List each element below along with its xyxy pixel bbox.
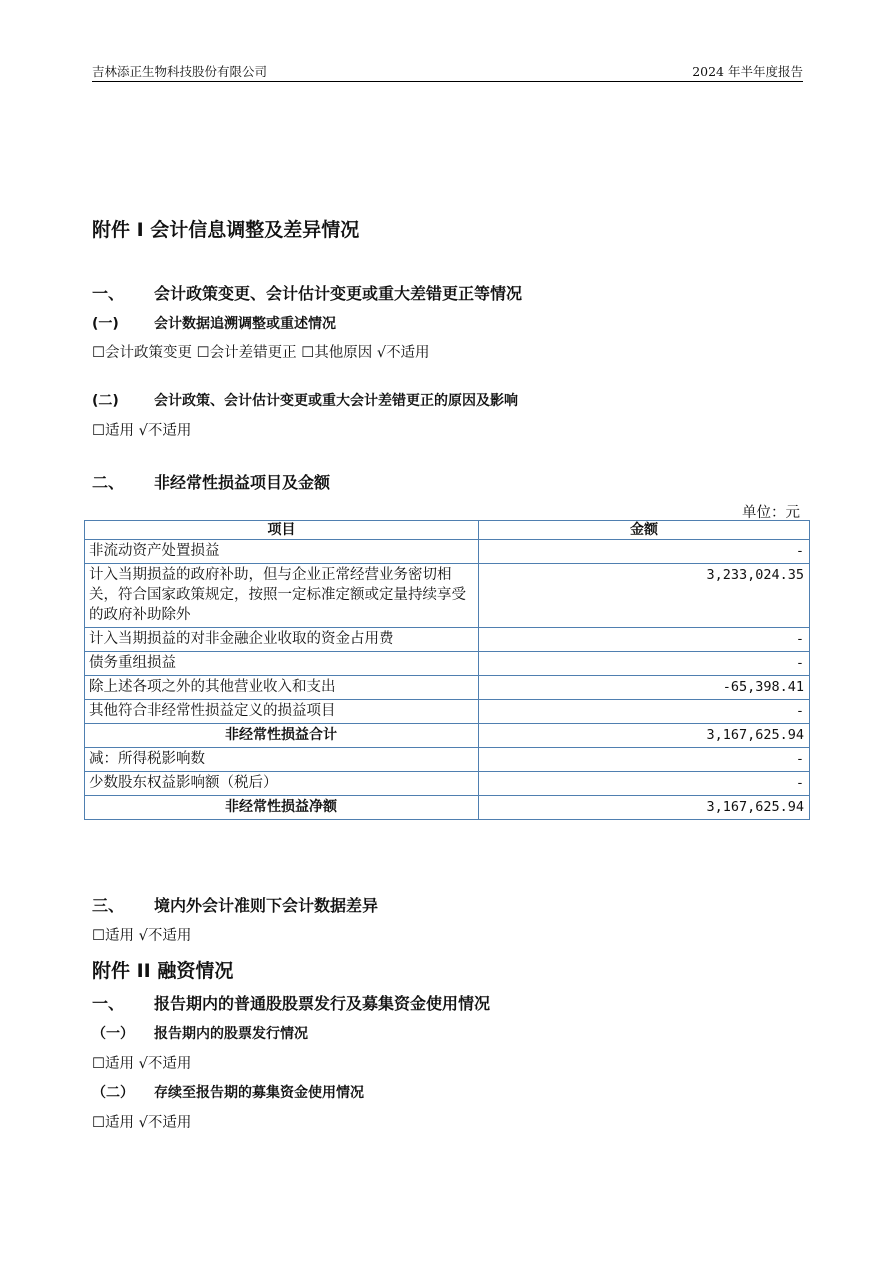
row-item-total: 非经常性损益合计 — [85, 724, 479, 748]
row-amount: -65,398.41 — [479, 676, 810, 700]
row-amount: - — [479, 772, 810, 796]
row-amount-net: 3,167,625.94 — [479, 796, 810, 820]
table-row — [85, 676, 810, 700]
report-title: 2024 年半年度报告 — [692, 64, 803, 79]
table-row — [85, 540, 810, 564]
section-number: 一、 — [92, 994, 125, 1013]
row-item: 非流动资产处置损益 — [85, 540, 479, 564]
annex1-sec1-sub1-options: ☐会计政策变更 ☐会计差错更正 ☐其他原因 √不适用 — [92, 345, 430, 361]
annex1-sec3-heading — [92, 893, 378, 916]
page-header — [92, 63, 803, 82]
row-amount: - — [479, 700, 810, 724]
row-item: 减：所得税影响数 — [85, 748, 479, 772]
section-number: 三、 — [92, 896, 125, 915]
row-amount-total: 3,167,625.94 — [479, 724, 810, 748]
annex2-sec1-sub1-options: ☐适用 √不适用 — [92, 1056, 192, 1072]
column-header-item: 项目 — [85, 521, 479, 540]
subsection-number: (一) — [92, 316, 119, 332]
row-amount: - — [479, 540, 810, 564]
table-row — [85, 564, 810, 628]
annex2-sec1-sub2-heading — [92, 1082, 364, 1102]
section-title: 报告期内的普通股股票发行及募集资金使用情况 — [154, 994, 491, 1013]
annex1-sec1-sub2-options: ☐适用 √不适用 — [92, 423, 192, 439]
subsection-title: 会计政策、会计估计变更或重大会计差错更正的原因及影响 — [154, 393, 518, 409]
annex1-sec1-sub1-heading — [92, 313, 336, 333]
annex2-sec1-sub1-heading — [92, 1023, 308, 1043]
annex1-sec2-heading — [92, 470, 330, 493]
annex2-title: 附件 II 融资情况 — [92, 960, 234, 982]
subsection-number: （一） — [92, 1026, 134, 1042]
row-item: 少数股东权益影响额（税后） — [85, 772, 479, 796]
subsection-title: 报告期内的股票发行情况 — [154, 1026, 308, 1042]
table-total-row — [85, 796, 810, 820]
row-item: 除上述各项之外的其他营业收入和支出 — [85, 676, 479, 700]
section-number: 一、 — [92, 284, 125, 303]
annex1-title: 附件 I 会计信息调整及差异情况 — [92, 219, 360, 241]
table-row — [85, 748, 810, 772]
row-amount: - — [479, 628, 810, 652]
table-total-row — [85, 724, 810, 748]
table-row — [85, 652, 810, 676]
unit-label: 单位：元 — [742, 505, 800, 521]
row-amount: 3,233,024.35 — [479, 564, 810, 628]
row-amount: - — [479, 748, 810, 772]
row-item: 计入当期损益的对非金融企业收取的资金占用费 — [85, 628, 479, 652]
annex1-sec1-sub2-heading — [92, 390, 518, 410]
annex2-sec1-sub2-options: ☐适用 √不适用 — [92, 1115, 192, 1131]
subsection-title: 会计数据追溯调整或重述情况 — [154, 316, 336, 332]
subsection-number: （二） — [92, 1085, 134, 1101]
section-title: 非经常性损益项目及金额 — [154, 473, 331, 492]
table-header-row — [85, 521, 810, 540]
annex1-sec3-options: ☐适用 √不适用 — [92, 928, 192, 944]
annex1-sec1-heading — [92, 281, 522, 304]
section-number: 二、 — [92, 473, 125, 492]
table-row — [85, 700, 810, 724]
row-item-net: 非经常性损益净额 — [85, 796, 479, 820]
table-row — [85, 628, 810, 652]
section-title: 境内外会计准则下会计数据差异 — [154, 896, 379, 915]
row-amount: - — [479, 652, 810, 676]
row-item: 计入当期损益的政府补助，但与企业正常经营业务密切相关，符合国家政策规定，按照一定标准定额或定量持续享受的政府补助除外 — [85, 564, 479, 628]
subsection-title: 存续至报告期的募集资金使用情况 — [154, 1085, 364, 1101]
company-name: 吉林添正生物科技股份有限公司 — [92, 64, 268, 79]
table-row — [85, 772, 810, 796]
non-recurring-gains-table — [84, 520, 810, 820]
row-item: 其他符合非经常性损益定义的损益项目 — [85, 700, 479, 724]
column-header-amount: 金额 — [479, 521, 810, 540]
section-title: 会计政策变更、会计估计变更或重大差错更正等情况 — [154, 284, 523, 303]
row-item: 债务重组损益 — [85, 652, 479, 676]
subsection-number: (二) — [92, 393, 119, 409]
annex2-sec1-heading — [92, 991, 490, 1014]
